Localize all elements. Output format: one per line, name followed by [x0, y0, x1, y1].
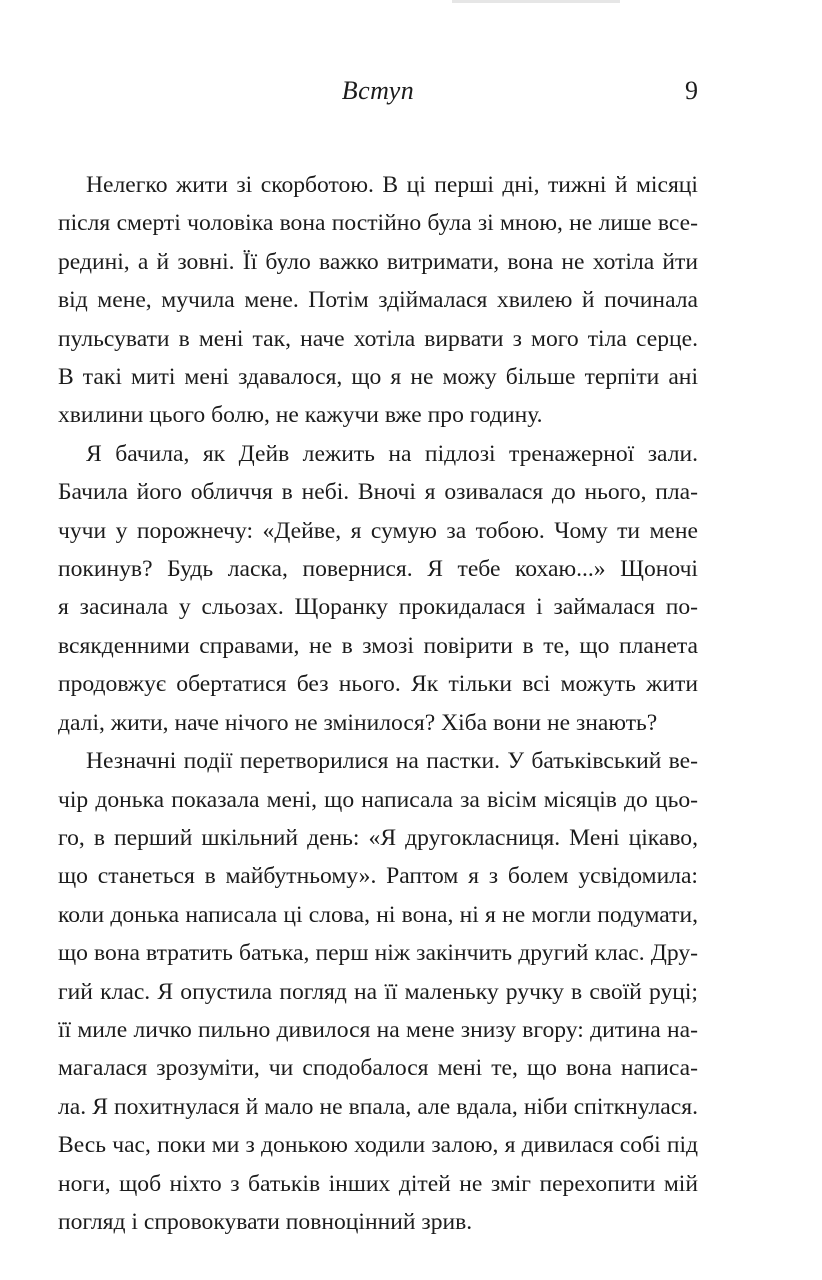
text-line: гий клас. Я опустила погляд на її маленьку ручку в своїй руці;: [58, 978, 698, 1005]
text-line: після смерті чоловіка вона постійно була зі мною, не лише все-: [58, 210, 698, 237]
running-head: [58, 76, 698, 110]
text-line: покинув? Будь ласка, повернися. Я тебе кохаю...» Щоночі: [58, 556, 698, 583]
text-line: Нелегко жити зі скорботою. В ці перші дні, тижні й місяці: [86, 172, 698, 198]
text-line: Я бачила, як Дейв лежить на підлозі тренажерної зали.: [86, 440, 698, 467]
text-line: Бачила його обличчя в небі. Вночі я озивалася до нього, пла-: [58, 479, 698, 506]
text-line: чір донька показала мені, що написала за вісім місяців до цьо-: [58, 786, 698, 813]
text-line: Весь час, поки ми з донькою ходили залою, я дивилася собі під: [58, 1132, 698, 1159]
text-line: коли донька написала ці слова, ні вона, ні я не могли подумати,: [58, 901, 698, 928]
text-line: продовжує обертатися без нього. Як тільки всі можуть жити: [58, 671, 698, 698]
top-edge-mark: [452, 0, 620, 3]
text-line: В такі миті мені здавалося, що я не можу більше терпіти ані: [58, 364, 698, 391]
text-line: ла. Я похитнулася й мало не впала, але вдала, ніби спіткнулася.: [58, 1093, 698, 1120]
text-line: всякденними справами, не в змозі повірити в те, що планета: [58, 632, 698, 659]
text-line: від мене, мучила мене. Потім здіймалася хвилею й починала: [58, 287, 698, 314]
paragraph: [58, 166, 698, 435]
text-line: го, в перший шкільний день: «Я другокласниця. Мені цікаво,: [58, 824, 698, 851]
paragraph: [58, 742, 698, 1241]
text-line: погляд і спровокувати повноцінний зрив.: [58, 1208, 473, 1235]
chapter-title: Вступ: [341, 76, 415, 105]
page-number: 9: [685, 76, 698, 105]
text-line: далі, жити, наче нічого не змінилося? Хіба вони не знають?: [58, 709, 658, 736]
paragraph: [58, 435, 698, 742]
text-line: її миле личко пильно дивилося на мене знизу вгору: дитина на-: [58, 1016, 698, 1043]
text-line: хвилини цього болю, не кажучи вже про годину.: [58, 402, 543, 429]
text-line: пульсувати в мені так, наче хотіла вирвати з мого тіла серце.: [58, 325, 698, 352]
text-line: що станеться в майбутньому». Раптом я з болем усвідомила:: [58, 863, 698, 890]
text-line: магалася зрозуміти, чи сподобалося мені те, що вона написа-: [58, 1055, 698, 1082]
text-line: я засинала у сльозах. Щоранку прокидалася і займалася по-: [58, 594, 698, 621]
text-line: ноги, щоб ніхто з батьків інших дітей не зміг перехопити мій: [58, 1170, 698, 1197]
text-line: що вона втратить батька, перш ніж закінчить другий клас. Дру-: [58, 940, 698, 967]
text-line: чучи у порожнечу: «Дейве, я сумую за тобою. Чому ти мене: [58, 517, 698, 544]
body-text: [58, 166, 698, 1241]
text-line: редині, а й зовні. Її було важко витримати, вона не хотіла йти: [58, 248, 698, 275]
text-line: Незначні події перетворилися на пастки. У батьківський ве-: [86, 748, 698, 775]
